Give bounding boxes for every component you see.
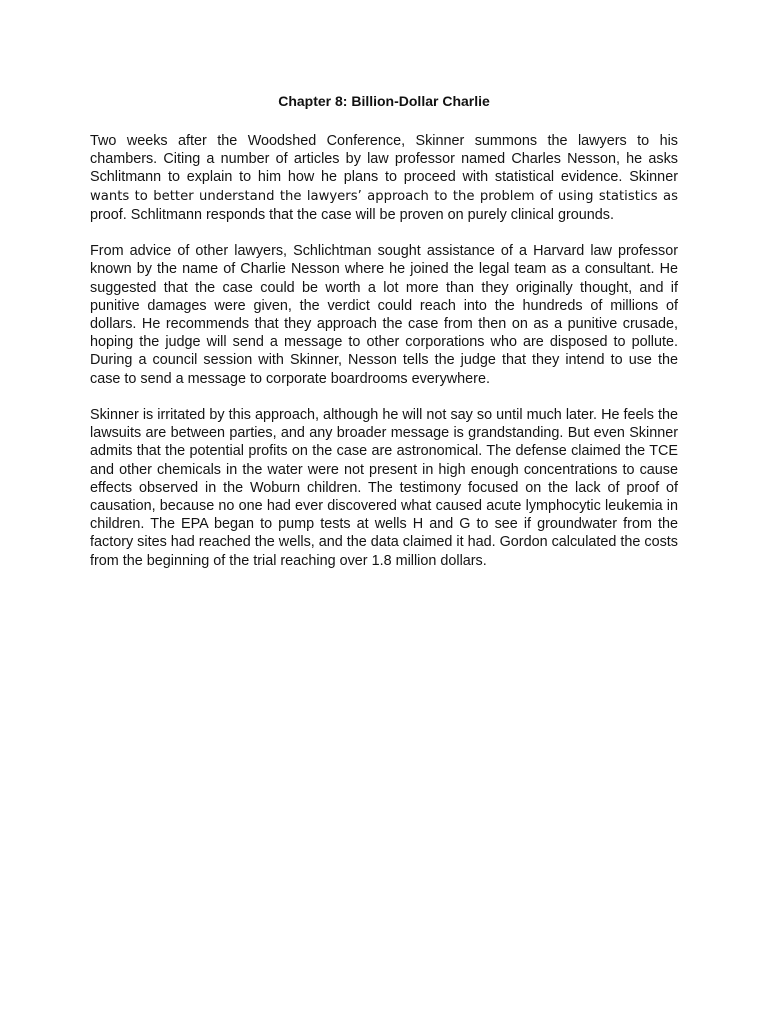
paragraph-1 [90, 132, 678, 224]
paragraph-1-part-b: wants to better understand the lawyers’ approach to the problem of using statistics as [90, 188, 678, 204]
paragraph-3: Skinner is irritated by this approach, although he will not say so until much later. He feels the lawsuits are between parties, and any broader message is grandstanding. But even Skinner admits that the potential profits on the case are astronomical. The defense claimed the TCE and other chemicals in the water were not present in high enough concentrations to cause effects observed in the Woburn children. The testimony focused on the lack of proof of causation, because no one had ever discovered what caused acute lymphocytic leukemia in children. The EPA began to pump tests at wells H and G to see if groundwater from the factory sites had reached the wells, and the data claimed it had. Gordon calculated the costs from the beginning of the trial reaching over 1.8 million dollars. [90, 407, 678, 569]
chapter-title: Chapter 8: Billion-Dollar Charlie [278, 93, 490, 109]
document-body [90, 132, 678, 588]
paragraph-1-part-c: proof. Schlitmann responds that the case will be proven on purely clinical grounds. [90, 206, 614, 223]
paragraph-2: From advice of other lawyers, Schlichtman sought assistance of a Harvard law professor known by the name of Charlie Nesson where he joined the legal team as a consultant. He suggested that the case could be worth a lot more than they originally thought, and if punitive damages were given, the verdict could reach into the hundreds of millions of dollars. He recommends that they approach the case from then on as a punitive crusade, hoping the judge will send a message to other corporations who are disposed to pollute. During a council session with Skinner, Nesson tells the judge that they intend to use the case to send a message to corporate boardrooms everywhere. [90, 243, 678, 387]
paragraph-1-part-a: Two weeks after the Woodshed Conference, Skinner summons the lawyers to his chambers. Citing a number of articles by law professor named Charles Nesson, he asks Schlitmann to explain to him how he plans to proceed with statistical evidence. Skinner [90, 133, 678, 186]
